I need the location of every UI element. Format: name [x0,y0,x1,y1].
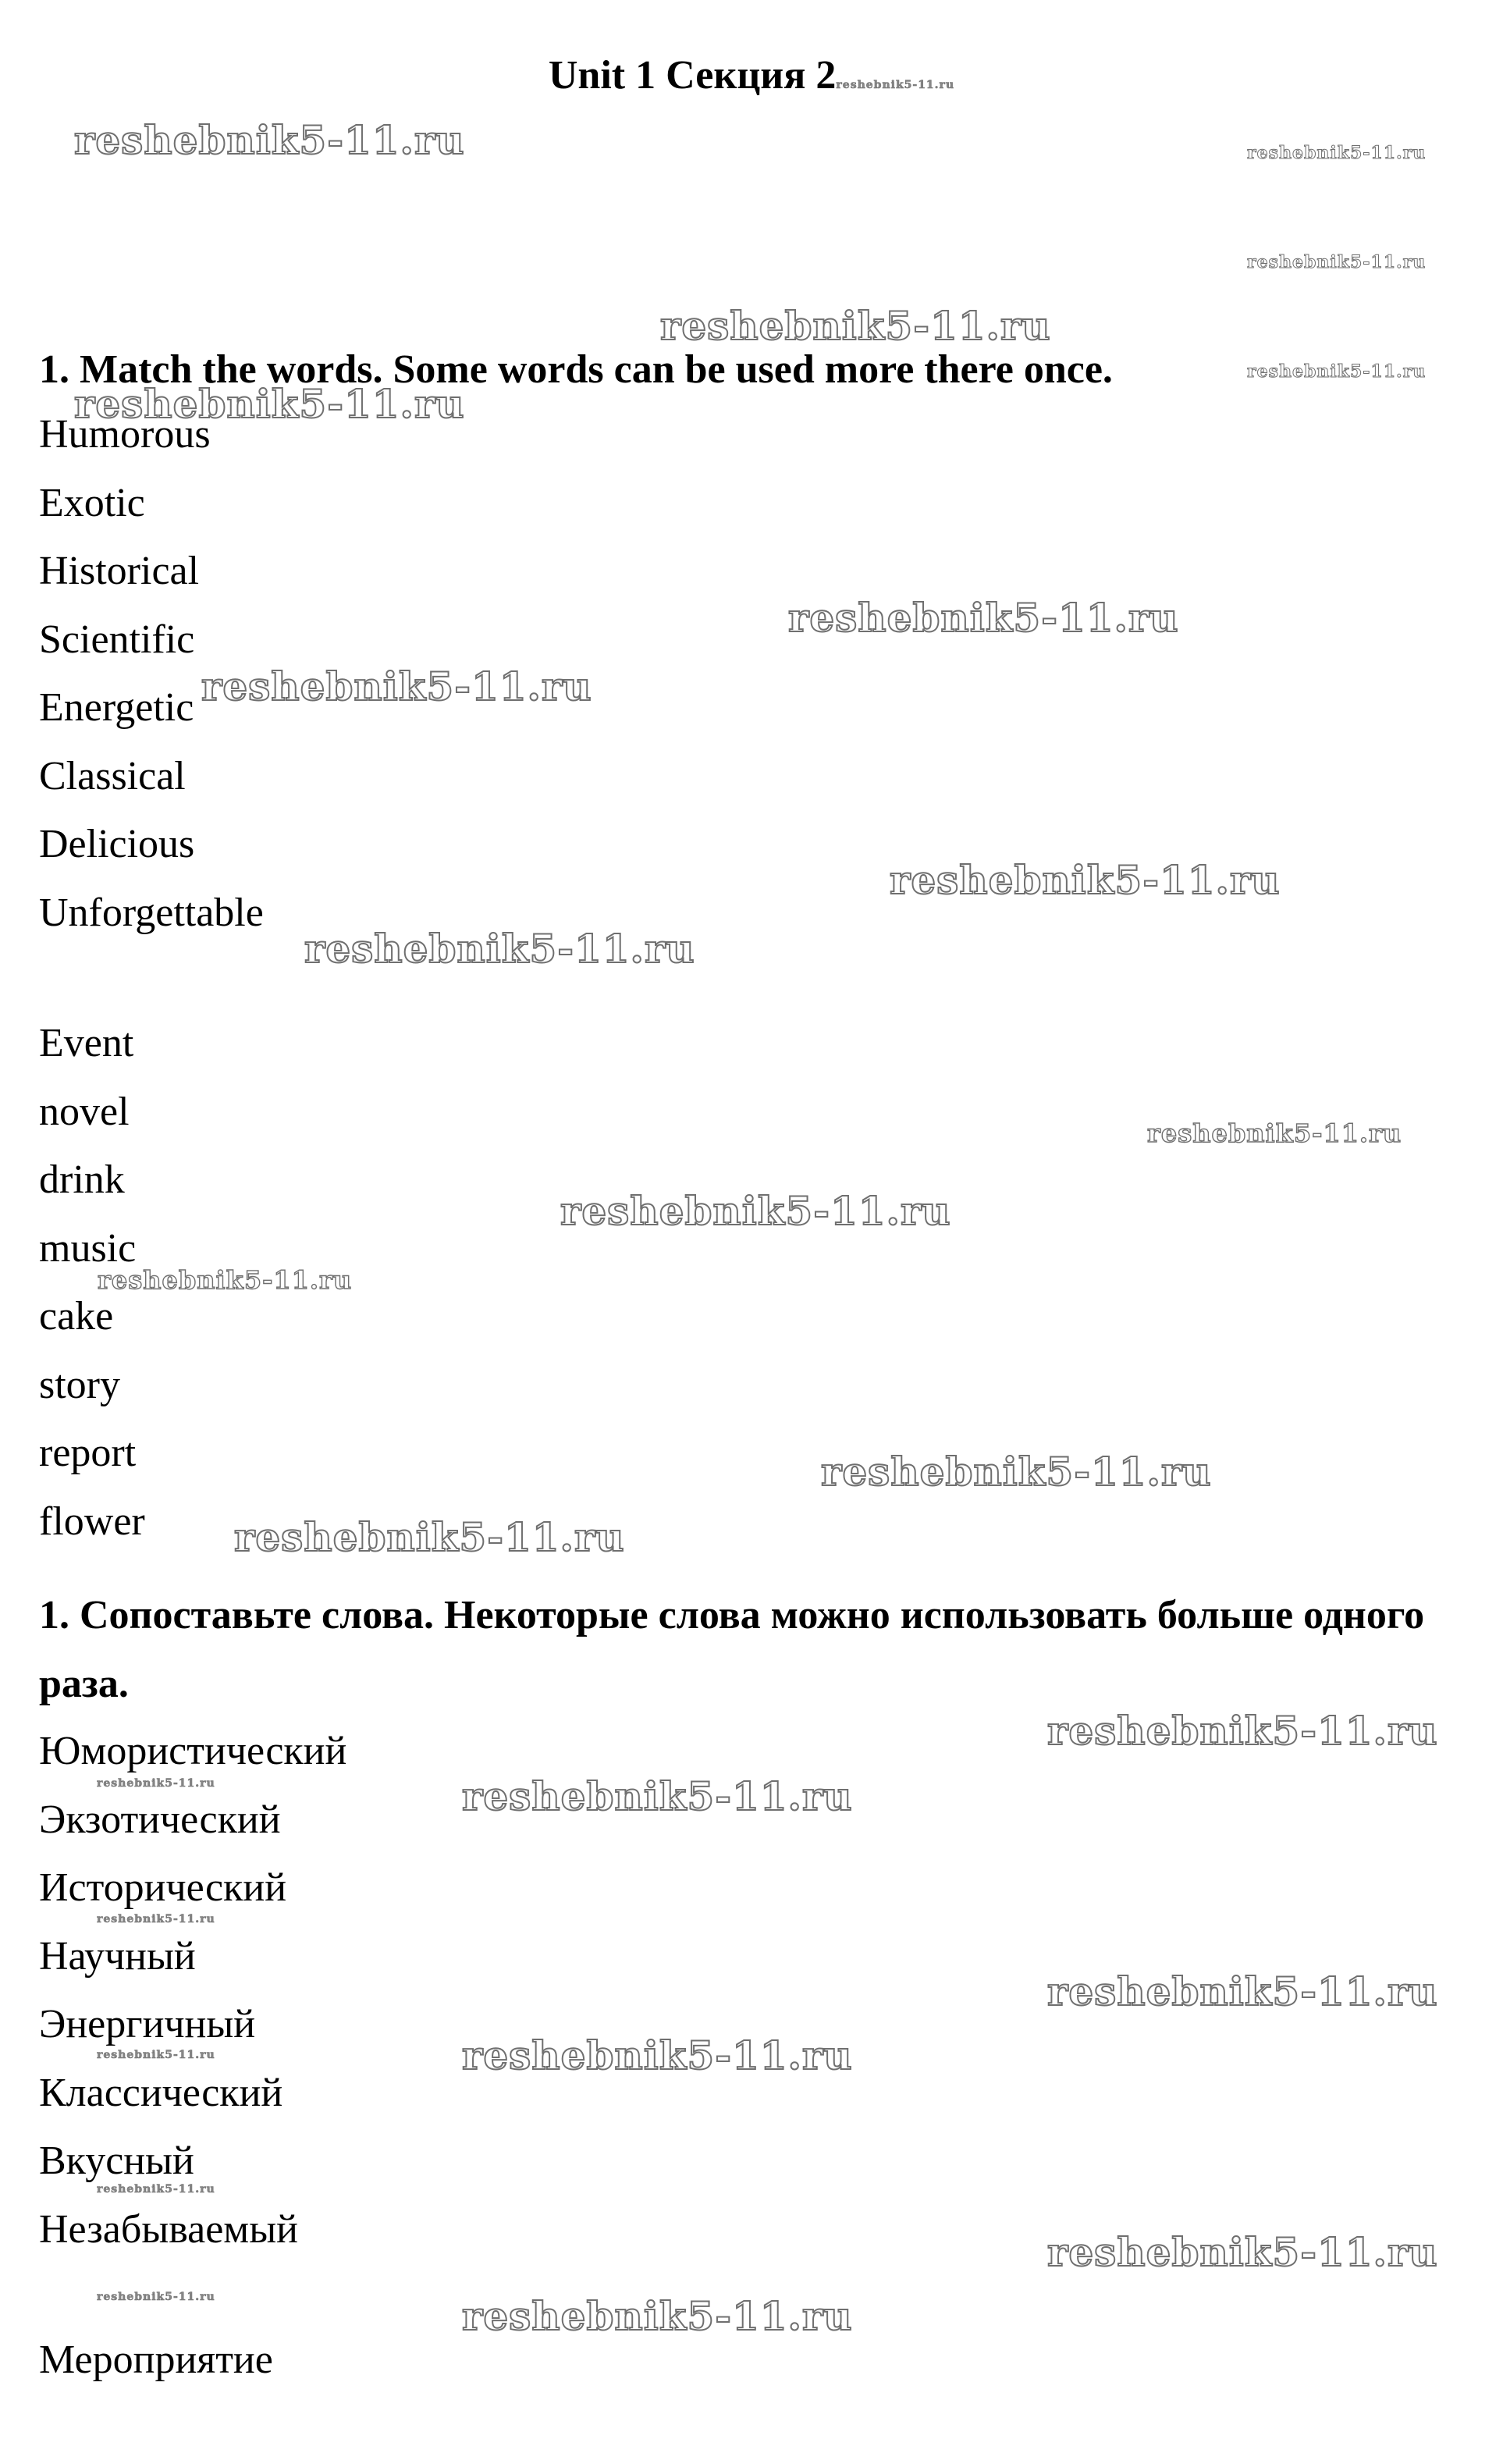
watermark: reshebnik5-11.ru [98,1265,353,1295]
list-item: Юмористический [39,1729,347,1773]
watermark: reshebnik5-11.ru [97,2183,215,2196]
watermark: reshebnik5-11.ru [234,1514,625,1560]
watermark: reshebnik5-11.ru [97,2291,215,2303]
list-item: Scientific [39,617,195,662]
list-item: flower [39,1499,145,1544]
watermark: reshebnik5-11.ru [304,926,695,972]
watermark: reshebnik5-11.ru [560,1188,951,1234]
watermark: reshebnik5-11.ru [1047,1708,1438,1754]
watermark: reshebnik5-11.ru [462,2293,853,2339]
watermark: reshebnik5-11.ru [74,381,465,427]
watermark: reshebnik5-11.ru [821,1449,1212,1495]
watermark: reshebnik5-11.ru [201,663,592,709]
watermark: reshebnik5-11.ru [97,1777,215,1790]
watermark: reshebnik5-11.ru [788,595,1179,641]
list-item: Научный [39,1933,196,1979]
watermark: reshebnik5-11.ru [660,303,1051,349]
watermark: reshebnik5-11.ru [97,2049,215,2061]
watermark: reshebnik5-11.ru [462,2032,853,2078]
list-item: report [39,1431,137,1475]
watermark: reshebnik5-11.ru [1247,361,1427,382]
list-item: Delicious [39,822,195,866]
watermark: reshebnik5-11.ru [97,1913,215,1925]
list-item: story [39,1362,120,1407]
list-item: Классический [39,2070,283,2115]
watermark: reshebnik5-11.ru [462,1773,853,1819]
watermark: reshebnik5-11.ru [74,117,465,163]
list-item: Humorous [39,412,211,457]
list-item: Exotic [39,480,145,525]
watermark: reshebnik5-11.ru [1147,1118,1402,1148]
list-item: Вкусный [39,2139,194,2183]
list-item: Classical [39,753,186,798]
list-item: Historical [39,549,200,593]
list-item: music [39,1225,137,1271]
watermark: reshebnik5-11.ru [890,857,1281,903]
list-item: Энергичный [39,2002,256,2046]
watermark: reshebnik5-11.ru [1047,1968,1438,2014]
list-item: Мероприятие [39,2338,273,2382]
list-item: Event [39,1021,134,1065]
page-title [0,48,1503,103]
task-heading-ru: 1. Сопоставьте слова. Некоторые слова можно использовать больше одного раза. [39,1593,1425,1706]
task-heading-en: 1. Match the words. Some words can be used more there once. [39,347,1113,392]
adjective-list-ru [39,1717,346,2263]
noun-list-ru [39,2326,273,2395]
watermark: reshebnik5-11.ru [1047,2229,1438,2275]
list-item: Исторический [39,1865,287,1910]
list-item: drink [39,1157,125,1202]
list-item: Экзотический [39,1797,281,1842]
list-item: Energetic [39,685,194,730]
list-item: cake [39,1294,114,1339]
list-item: Незабываемый [39,2206,298,2252]
watermark: reshebnik5-11.ru [1247,143,1427,163]
page-title-text: Unit 1 Секция 2 [548,53,837,98]
watermark: reshebnik5-11.ru [1247,252,1427,272]
title-watermark: reshebnik5-11.ru [836,79,955,91]
list-item: Unforgettable [39,890,264,935]
list-item: novel [39,1089,130,1134]
